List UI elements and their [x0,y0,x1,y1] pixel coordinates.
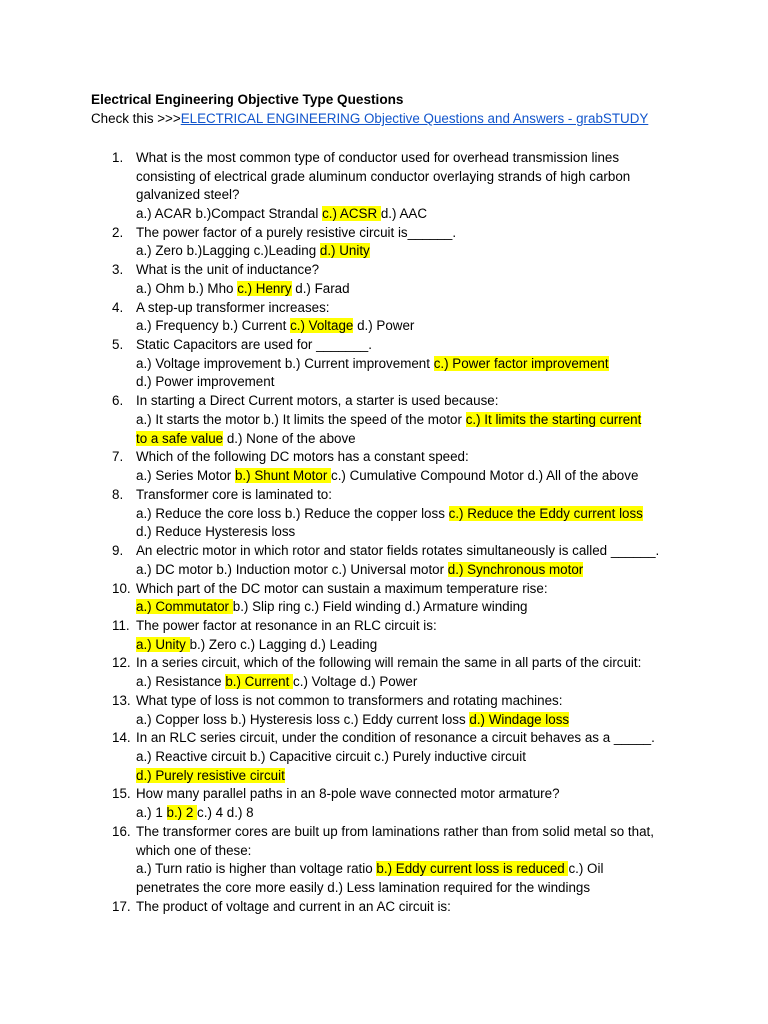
highlighted-answer: c.) Voltage [290,318,354,333]
highlighted-answer: a.) Commutator [136,599,233,614]
text-line [136,206,427,221]
text-segment: c.) Cumulative Compound Motor d.) All of the above [331,468,639,483]
question-number: 6. [112,393,124,408]
highlighted-answer: to a safe value [136,431,224,446]
highlighted-answer: c.) Power factor improvement [433,356,609,371]
text-segment: Which of the following DC motors has a constant speed: [136,449,469,464]
question-number: 17. [112,899,131,914]
text-line [136,243,370,258]
text-line [136,786,560,801]
text-line [136,487,332,502]
text-line [136,412,641,427]
text-line [136,374,274,389]
highlighted-answer: d.) Purely resistive circuit [136,768,285,783]
text-segment: d.) None of the above [223,431,356,446]
highlighted-answer: b.) Shunt Motor [234,468,331,483]
text-line [136,506,643,521]
text-line [136,581,548,596]
text-line [136,712,569,727]
grabstudy-link[interactable]: ELECTRICAL ENGINEERING Objective Questions and Answers - grabSTUDY [180,111,649,126]
text-segment: d.) Farad [291,281,350,296]
highlighted-answer: b.) Eddy current loss is reduced [376,861,569,876]
text-segment: b.) Zero c.) Lagging d.) Leading [189,637,378,652]
text-line [136,843,251,858]
text-line [136,730,655,745]
text-line [136,562,583,577]
text-segment: In a series circuit, which of the following will remain the same in all parts of the circuit: [136,655,642,670]
text-line [136,861,603,876]
highlighted-answer: c.) ACSR [322,206,381,221]
text-segment: How many parallel paths in an 8-pole wave connected motor armature? [136,786,560,801]
text-segment: Static Capacitors are used for _______. [136,337,372,352]
text-segment: c.) Oil [568,861,604,876]
text-segment: a.) Frequency b.) Current [136,318,291,333]
text-segment: d.) AAC [380,206,427,221]
text-line [136,524,295,539]
document-title: Electrical Engineering Objective Type Questions [91,92,404,107]
text-line [136,805,254,820]
text-line [136,693,562,708]
text-segment: galvanized steel? [136,187,240,202]
text-segment: b.) Slip ring c.) Field winding d.) Armature winding [232,599,528,614]
text-segment: The power factor of a purely resistive circuit is______. [136,225,457,240]
text-line [136,899,451,914]
text-segment: a.) Zero b.)Lagging c.)Leading [136,243,320,258]
text-segment: The product of voltage and current in an AC circuit is: [136,899,451,914]
text-line [136,356,609,371]
text-line [136,637,377,652]
text-line [136,655,641,670]
question-number: 5. [112,337,124,352]
question-number: 15. [112,786,131,801]
highlighted-answer: d.) Windage loss [469,712,570,727]
text-segment: The power factor at resonance in an RLC circuit is: [136,618,437,633]
text-segment: c.) 4 d.) 8 [197,805,254,820]
text-line [136,674,417,689]
highlighted-answer: b.) 2 [166,805,198,820]
text-segment: which one of these: [136,843,252,858]
question-number: 2. [112,225,124,240]
highlighted-answer: c.) Henry [237,281,292,296]
question-number: 3. [112,262,124,277]
text-segment: penetrates the core more easily d.) Less lamination required for the windings [136,880,591,895]
text-line [136,393,498,408]
text-segment: In starting a Direct Current motors, a starter is used because: [136,393,499,408]
text-line [136,768,285,783]
text-segment: a.) Reduce the core loss b.) Reduce the copper loss [136,506,449,521]
text-line [136,150,619,165]
highlighted-answer: d.) Unity [319,243,370,258]
text-segment: a.) Ohm b.) Mho [136,281,238,296]
text-segment: a.) DC motor b.) Induction motor c.) Universal motor [136,562,448,577]
text-line [136,824,654,839]
text-segment: A step-up transformer increases: [136,300,330,315]
text-line [136,468,638,483]
question-number: 14. [112,730,131,745]
check-line [91,111,648,126]
text-segment: Transformer core is laminated to: [136,487,332,502]
text-segment: d.) Power improvement [136,374,275,389]
text-segment: c.) Voltage d.) Power [293,674,418,689]
text-segment: a.) 1 [136,805,167,820]
check-prefix: Check this >>> [91,111,181,126]
text-line [136,431,356,446]
question-number: 13. [112,693,131,708]
text-line [136,749,526,764]
text-segment: In an RLC series circuit, under the condition of resonance a circuit behaves as a _____. [136,730,655,745]
text-segment: a.) Resistance [136,674,226,689]
text-segment: a.) Turn ratio is higher than voltage ratio [136,861,377,876]
highlighted-answer: c.) Reduce the Eddy current loss [448,506,643,521]
highlighted-answer: b.) Current [225,674,294,689]
text-segment: Which part of the DC motor can sustain a maximum temperature rise: [136,581,548,596]
text-line [136,337,372,352]
question-number: 7. [112,449,124,464]
question-number: 8. [112,487,124,502]
question-number: 12. [112,655,131,670]
text-line [136,318,414,333]
text-segment: The transformer cores are built up from laminations rather than from solid metal so that, [136,824,654,839]
text-segment: d.) Reduce Hysteresis loss [136,524,296,539]
highlighted-answer: d.) Synchronous motor [447,562,584,577]
text-segment: a.) Voltage improvement b.) Current improvement [136,356,434,371]
text-segment: a.) Series Motor [136,468,235,483]
highlighted-answer: c.) It limits the starting current [465,412,642,427]
text-segment: a.) It starts the motor b.) It limits the speed of the motor [136,412,466,427]
text-line [136,169,630,184]
text-line [136,880,590,895]
question-number: 16. [112,824,131,839]
highlighted-answer: a.) Unity [136,637,190,652]
text-line [136,599,527,614]
text-segment: d.) Power [353,318,415,333]
text-line [136,262,319,277]
text-segment: What type of loss is not common to transformers and rotating machines: [136,693,563,708]
text-line [136,618,437,633]
question-number: 9. [112,543,124,558]
text-line [136,225,456,240]
text-segment: a.) Reactive circuit b.) Capacitive circuit c.) Purely inductive circuit [136,749,526,764]
text-segment: What is the most common type of conductor used for overhead transmission lines [136,150,620,165]
text-segment: a.) ACAR b.)Compact Strandal [136,206,323,221]
question-number: 1. [112,150,124,165]
text-line [136,281,350,296]
text-line [136,543,659,558]
text-line [136,449,469,464]
text-segment: An electric motor in which rotor and stator fields rotates simultaneously is called ______. [136,543,660,558]
text-line [136,300,330,315]
text-segment: What is the unit of inductance? [136,262,320,277]
question-number: 4. [112,300,124,315]
question-number: 10. [112,581,131,596]
text-segment: consisting of electrical grade aluminum conductor overlaying strands of high carbon [136,169,631,184]
text-segment: a.) Copper loss b.) Hysteresis loss c.) Eddy current loss [136,712,470,727]
text-line [136,187,239,202]
question-number: 11. [112,618,130,633]
